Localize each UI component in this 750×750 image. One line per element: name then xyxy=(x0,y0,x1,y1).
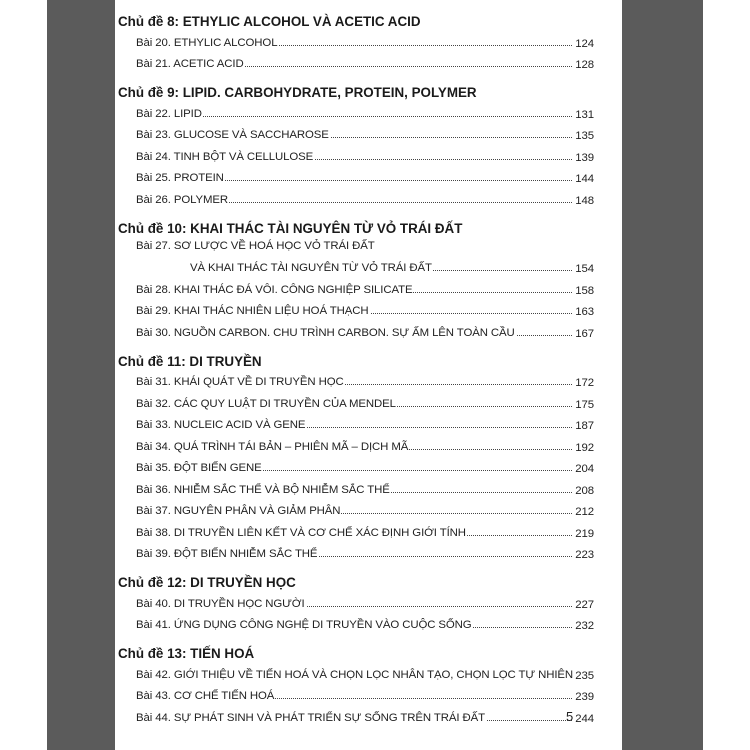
toc-entry[interactable] xyxy=(118,188,594,210)
toc-entry[interactable] xyxy=(118,435,594,457)
toc-entry[interactable] xyxy=(118,614,594,636)
toc-entry[interactable] xyxy=(118,102,594,124)
lesson-page-number: 244 xyxy=(575,712,594,725)
lesson-page-number: 223 xyxy=(575,549,594,561)
toc-entry[interactable] xyxy=(118,31,594,53)
toc-entry[interactable] xyxy=(118,592,594,614)
lesson-title: ĐỘT BIẾN NHIỄM SẮC THỂ xyxy=(173,548,318,560)
toc-entry[interactable] xyxy=(118,685,594,707)
toc-section xyxy=(118,644,594,728)
lesson-title: LIPID xyxy=(173,107,202,120)
lesson-number: Bài 44. xyxy=(136,711,171,724)
lesson-number: Bài 24. xyxy=(136,150,171,163)
lesson-title: QUÁ TRÌNH TÁI BẢN – PHIÊN MÃ – DỊCH MÃ xyxy=(173,440,409,453)
toc-section xyxy=(118,219,594,343)
lesson-page-number: 172 xyxy=(575,377,594,389)
toc-section xyxy=(118,352,594,565)
lesson-number: Bài 29. xyxy=(136,305,171,317)
lesson-title: NGUYÊN PHÂN VÀ GIẢM PHÂN xyxy=(173,505,341,517)
lesson-page-number: 131 xyxy=(575,108,594,121)
toc-entry[interactable] xyxy=(118,238,594,279)
chapter-heading: Chủ đề 10: KHAI THÁC TÀI NGUYÊN TỪ VỎ TRÁI ĐẤT xyxy=(118,220,463,236)
lesson-title: DI TRUYỀN HỌC NGƯỜI xyxy=(173,597,305,610)
lesson-number: Bài 36. xyxy=(136,483,171,496)
table-of-contents xyxy=(118,12,594,737)
lesson-page-number: 158 xyxy=(575,284,594,297)
lesson-number: Bài 23. xyxy=(136,129,171,141)
lesson-title: KHÁI QUÁT VỀ DI TRUYỀN HỌC xyxy=(173,376,344,388)
lesson-page-number: 239 xyxy=(575,691,594,703)
lesson-title: ACETIC ACID xyxy=(173,58,244,70)
lesson-page-number: 227 xyxy=(575,598,594,611)
chapter-heading: Chủ đề 8: ETHYLIC ALCOHOL VÀ ACETIC ACID xyxy=(118,14,421,29)
lesson-number: Bài 35. xyxy=(136,462,171,474)
lesson-number: Bài 22. xyxy=(136,107,171,120)
lesson-number: Bài 42. xyxy=(136,668,171,681)
toc-entry[interactable] xyxy=(118,124,594,146)
toc-entry[interactable] xyxy=(118,321,594,343)
lesson-page-number: 139 xyxy=(575,151,594,164)
toc-entry[interactable] xyxy=(118,300,594,322)
lesson-title: ỨNG DỤNG CÔNG NGHỆ DI TRUYỀN VÀO CUỘC SỐNG xyxy=(173,619,472,631)
lesson-page-number: 144 xyxy=(575,173,594,185)
lesson-title: DI TRUYỀN LIÊN KẾT VÀ CƠ CHẾ XÁC ĐỊNH GIỚI TÍNH xyxy=(173,526,466,539)
lesson-title: PROTEIN xyxy=(173,172,224,184)
lesson-title: CƠ CHẾ TIẾN HOÁ xyxy=(173,690,275,702)
toc-entry[interactable] xyxy=(118,478,594,500)
lesson-page-number: 219 xyxy=(575,527,594,540)
lesson-title: ETHYLIC ALCOHOL xyxy=(173,36,278,49)
lesson-number: Bài 31. xyxy=(136,376,171,388)
lesson-title: NHIỄM SẮC THỂ VÀ BỘ NHIỄM SẮC THỂ xyxy=(173,483,390,496)
toc-entry[interactable] xyxy=(118,371,594,393)
lesson-page-number: 154 xyxy=(575,263,594,275)
lesson-number: Bài 32. xyxy=(136,397,171,410)
lesson-title: ĐỘT BIẾN GENE xyxy=(173,462,262,474)
toc-entry[interactable] xyxy=(118,521,594,543)
lesson-page-number: 163 xyxy=(575,306,594,318)
lesson-page-number: 192 xyxy=(575,441,594,454)
lesson-title: GIỚI THIỆU VỀ TIẾN HOÁ VÀ CHỌN LỌC NHÂN TẠO, CHỌN LỌC TỰ NHIÊN xyxy=(173,668,574,681)
toc-entry[interactable] xyxy=(118,500,594,522)
lesson-title: TINH BỘT VÀ CELLULOSE xyxy=(173,150,314,163)
toc-entry[interactable] xyxy=(118,392,594,414)
toc-entry[interactable] xyxy=(118,145,594,167)
toc-entry[interactable] xyxy=(118,278,594,300)
lesson-number: Bài 30. xyxy=(136,326,171,339)
toc-entry[interactable] xyxy=(118,167,594,189)
lesson-page-number: 204 xyxy=(575,463,594,475)
lesson-page-number: 175 xyxy=(575,398,594,411)
lesson-page-number: 232 xyxy=(575,620,594,632)
lesson-number: Bài 25. xyxy=(136,172,171,184)
lesson-page-number: 208 xyxy=(575,484,594,497)
toc-entry[interactable] xyxy=(118,663,594,685)
lesson-page-number: 167 xyxy=(575,327,594,340)
lesson-number: Bài 21. xyxy=(136,58,171,70)
lesson-number: Bài 43. xyxy=(136,690,171,702)
lesson-title: KHAI THÁC NHIÊN LIỆU HOÁ THẠCH xyxy=(173,305,369,317)
chapter-heading: Chủ đề 9: LIPID. CARBOHYDRATE, PROTEIN, POLYMER xyxy=(118,85,477,100)
lesson-number: Bài 34. xyxy=(136,440,171,453)
lesson-title-continued: VÀ KHAI THÁC TÀI NGUYÊN TỪ VỎ TRÁI ĐẤT xyxy=(190,262,432,274)
lesson-number: Bài 39. xyxy=(136,548,171,560)
lesson-page-number: 135 xyxy=(575,130,594,142)
lesson-number: Bài 28. xyxy=(136,283,171,296)
lesson-page-number: 124 xyxy=(575,37,594,50)
dot-leader xyxy=(136,116,594,117)
lesson-title: CÁC QUY LUẬT DI TRUYỀN CỦA MENDEL xyxy=(173,397,396,410)
toc-entry[interactable] xyxy=(118,414,594,436)
left-dark-margin xyxy=(47,0,116,750)
toc-section xyxy=(118,12,594,74)
lesson-title: SƠ LƯỢC VỀ HOÁ HỌC VỎ TRÁI ĐẤT xyxy=(173,239,375,252)
toc-entry[interactable] xyxy=(118,543,594,565)
lesson-number: Bài 33. xyxy=(136,419,171,431)
toc-section xyxy=(118,573,594,635)
lesson-page-number: 235 xyxy=(575,669,594,682)
lesson-number: Bài 37. xyxy=(136,505,171,517)
lesson-page-number: 148 xyxy=(575,194,594,207)
toc-entry[interactable] xyxy=(118,706,594,728)
lesson-title: GLUCOSE VÀ SACCHAROSE xyxy=(173,129,329,141)
lesson-number: Bài 26. xyxy=(136,193,171,206)
lesson-number: Bài 20. xyxy=(136,36,171,49)
chapter-heading: Chủ đề 11: DI TRUYỀN xyxy=(118,353,262,369)
lesson-title: KHAI THÁC ĐÁ VÔI. CÔNG NGHIỆP SILICATE xyxy=(173,283,413,296)
lesson-number: Bài 27. xyxy=(136,239,171,252)
lesson-number: Bài 38. xyxy=(136,526,171,539)
page-number: 5 xyxy=(566,709,574,724)
lesson-page-number: 212 xyxy=(575,506,594,518)
lesson-page-number: 128 xyxy=(575,59,594,71)
lesson-title: NGUỒN CARBON. CHU TRÌNH CARBON. SỰ ẤM LÊN TOÀN CẦU xyxy=(173,326,515,339)
right-dark-margin xyxy=(622,0,703,750)
toc-entry[interactable] xyxy=(118,53,594,75)
lesson-title: NUCLEIC ACID VÀ GENE xyxy=(173,419,306,431)
lesson-page-number: 187 xyxy=(575,420,594,432)
lesson-title: SỰ PHÁT SINH VÀ PHÁT TRIỂN SỰ SỐNG TRÊN TRÁI ĐẤT xyxy=(173,711,485,724)
lesson-number: Bài 40. xyxy=(136,597,171,610)
chapter-heading: Chủ đề 12: DI TRUYỀN HỌC xyxy=(118,575,296,590)
chapter-heading: Chủ đề 13: TIẾN HOÁ xyxy=(118,646,255,661)
lesson-title: POLYMER xyxy=(173,193,228,206)
lesson-number: Bài 41. xyxy=(136,619,171,631)
toc-entry[interactable] xyxy=(118,457,594,479)
toc-section xyxy=(118,83,594,210)
